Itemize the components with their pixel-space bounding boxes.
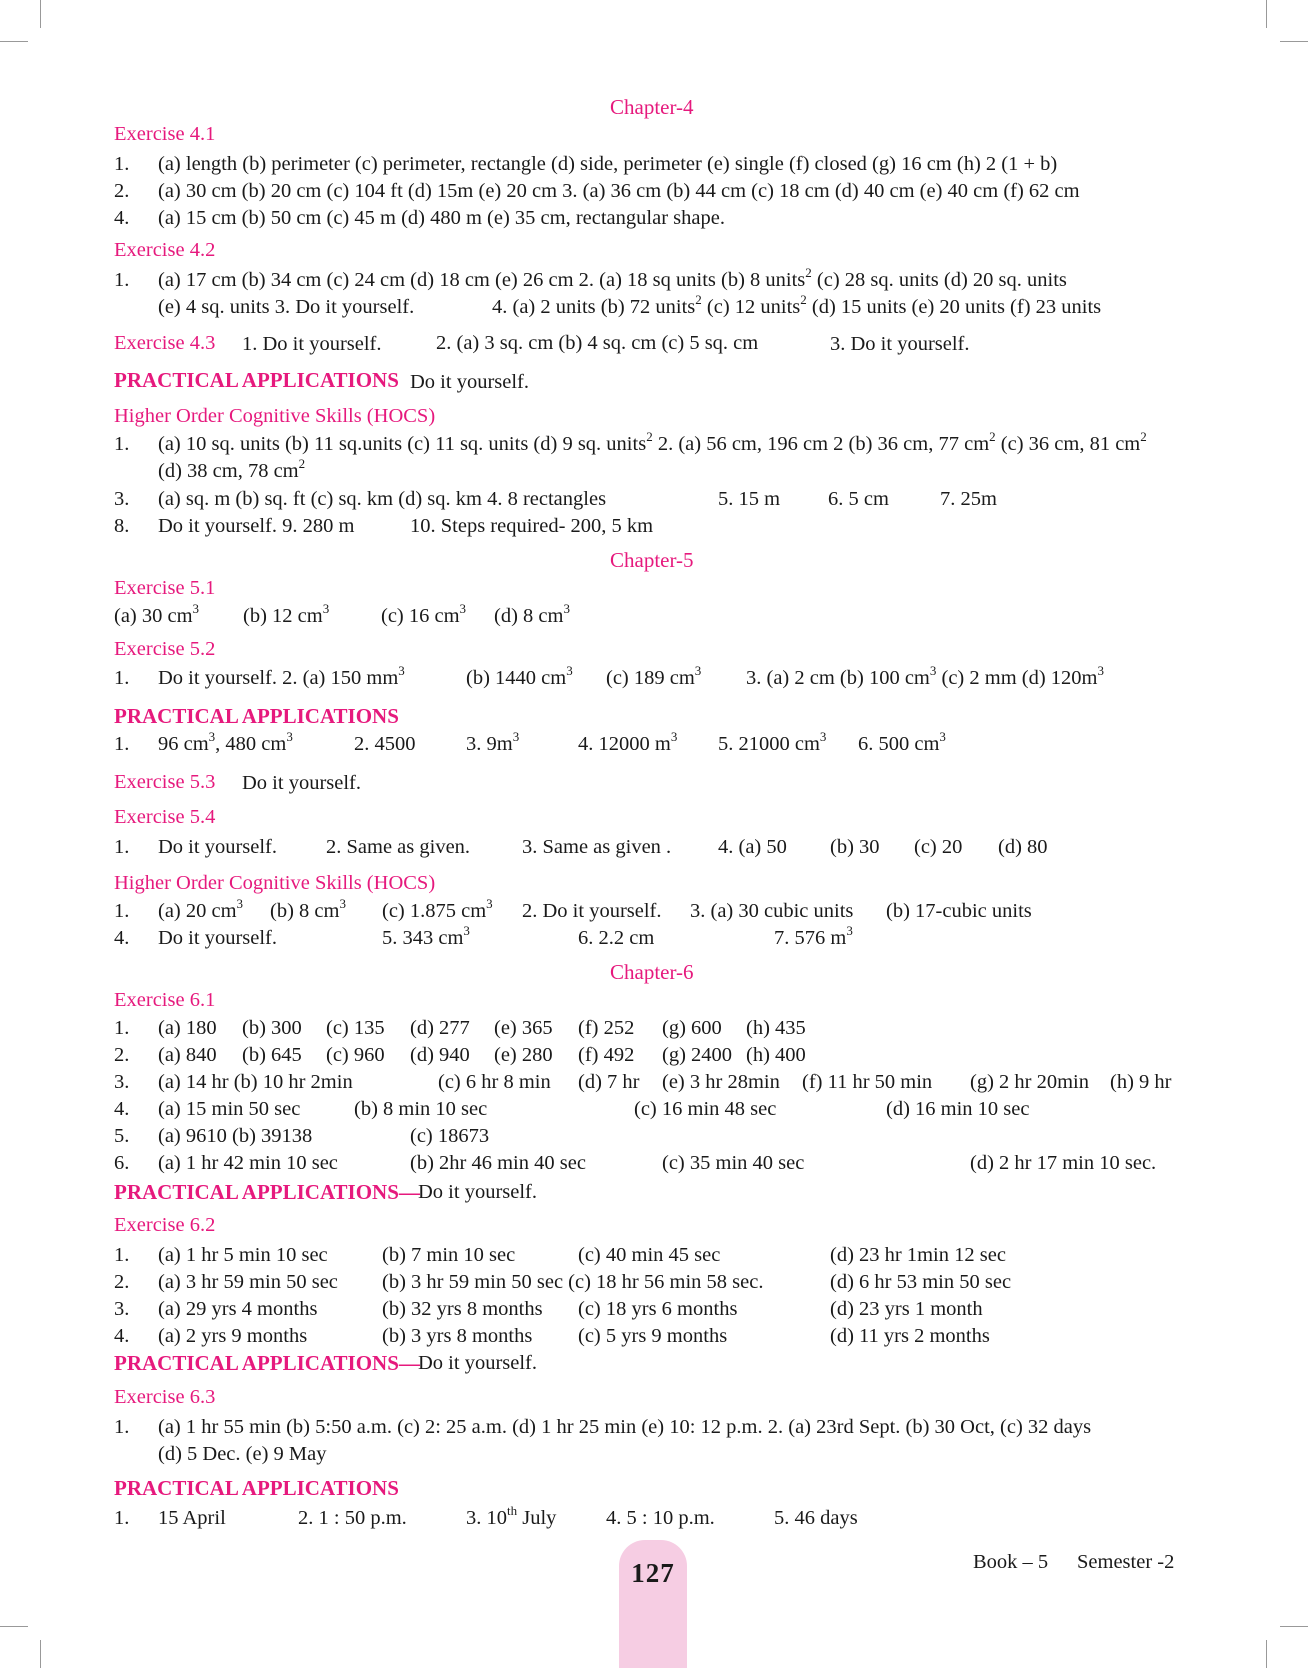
answer-text: (c) 36 cm, 81 cm — [995, 433, 1141, 455]
answer-text: 4. (a) 2 units (b) 72 units — [492, 296, 696, 318]
crop-mark — [1280, 41, 1308, 42]
answer-item: 4. 5 : 10 p.m. — [606, 1507, 715, 1529]
item-number: 1. — [114, 667, 130, 689]
item-number: 4. — [114, 1325, 130, 1347]
answer-item: 2. Do it yourself. — [522, 900, 662, 922]
answer-item: (c) 5 yrs 9 months — [578, 1325, 728, 1347]
answer-item: 2. Same as given. — [326, 836, 471, 858]
answer-text: 7. 576 m — [774, 927, 847, 949]
superscript: 3 — [512, 729, 520, 745]
answer-item: (c) 960 — [326, 1044, 385, 1066]
answer-item — [858, 729, 946, 756]
exercise-title: Exercise 5.2 — [114, 638, 216, 660]
crop-mark — [40, 1640, 41, 1668]
answer-text: (b) 8 cm — [270, 900, 340, 922]
item-number: 1. — [114, 269, 130, 291]
answer-item: (b) 3 yrs 8 months — [382, 1325, 533, 1347]
answer-text: 4. 12000 m — [578, 733, 671, 755]
answer-item: (d) 2 hr 17 min 10 sec. — [970, 1152, 1157, 1174]
answer-item: 2. 1 : 50 p.m. — [298, 1507, 407, 1529]
item-number: 1. — [114, 153, 130, 175]
answer-item: (d) 80 — [998, 836, 1048, 858]
answer-text: (d) 38 cm, 78 cm — [158, 460, 299, 482]
chapter-title: Chapter-6 — [610, 960, 694, 984]
answer-line: (a) 1 hr 55 min (b) 5:50 a.m. (c) 2: 25 a.m. (d) 1 hr 25 min (e) 10: 12 p.m. 2. (a) 23rd Sept. (b) 30 Oct, (c) 32 days — [158, 1416, 1092, 1438]
answer-item: (h) 435 — [746, 1017, 806, 1039]
superscript: 3 — [819, 729, 827, 745]
answer-item: (d) 16 min 10 sec — [886, 1098, 1030, 1120]
answer-item: (f) 492 — [578, 1044, 635, 1066]
answer-item: (c) 18 yrs 6 months — [578, 1298, 738, 1320]
answer-item: (e) 280 — [494, 1044, 553, 1066]
hocs-title: Higher Order Cognitive Skills (HOCS) — [114, 872, 436, 894]
answer-item: (c) 6 hr 8 min — [438, 1071, 551, 1093]
answer-item: (e) 365 — [494, 1017, 553, 1039]
answer-item: (b) 645 — [242, 1044, 302, 1066]
answer-text: 3. 9m — [466, 733, 513, 755]
answer-text: (d) 15 units (e) 20 units (f) 23 units — [806, 296, 1102, 318]
answer-item — [270, 896, 346, 923]
answer-item — [466, 1503, 557, 1530]
item-number: 4. — [114, 927, 130, 949]
item-number: 1. — [114, 1244, 130, 1266]
superscript: 3 — [322, 601, 330, 617]
answer-item: (f) 252 — [578, 1017, 635, 1039]
answer-item — [114, 601, 200, 628]
answer-text: (b) 12 cm — [243, 605, 323, 627]
exercise-title: Exercise 6.3 — [114, 1386, 216, 1408]
item-number: 4. — [114, 1098, 130, 1120]
item-number: 4. — [114, 207, 130, 229]
answer-item: (c) 16 min 48 sec — [634, 1098, 777, 1120]
superscript: 3 — [670, 729, 678, 745]
footer-book: Book – 5 — [973, 1551, 1049, 1573]
answer-item: (a) 3 hr 59 min 50 sec — [158, 1271, 338, 1293]
answer-item: Do it yourself. — [410, 371, 529, 393]
answer-item: (d) 7 hr — [578, 1071, 640, 1093]
answer-item: (c) 35 min 40 sec — [662, 1152, 805, 1174]
answer-item: (d) 277 — [410, 1017, 470, 1039]
answer-text: July — [517, 1507, 557, 1529]
answer-item — [381, 601, 467, 628]
answer-text: 5. 21000 cm — [718, 733, 820, 755]
superscript: 3 — [1097, 663, 1104, 679]
item-number: 1. — [114, 1507, 130, 1529]
answer-line: (d) 5 Dec. (e) 9 May — [158, 1443, 327, 1465]
answer-item: (b) 30 — [830, 836, 880, 858]
superscript: 2 — [1140, 429, 1147, 445]
answer-item: (b) 3 hr 59 min 50 sec (c) 18 hr 56 min 58 sec. — [382, 1271, 764, 1293]
superscript: 3 — [486, 896, 493, 912]
item-number: 6. — [114, 1152, 130, 1174]
answer-item: 15 April — [158, 1507, 226, 1529]
answer-item: Do it yourself. — [158, 927, 277, 949]
answer-item: 1. Do it yourself. — [242, 333, 382, 355]
exercise-title: Exercise 4.1 — [114, 123, 216, 145]
superscript: 3 — [563, 601, 570, 617]
exercise-title: Exercise 5.1 — [114, 577, 216, 599]
answer-item: Do it yourself. — [242, 772, 361, 794]
answer-item: (a) 180 — [158, 1017, 217, 1039]
answer-text: (c) 2 mm (d) 120m — [936, 667, 1098, 689]
answer-item: Do it yourself. — [158, 836, 277, 858]
item-number: 8. — [114, 515, 130, 537]
answer-text: (d) 8 cm — [494, 605, 564, 627]
superscript: 3 — [694, 663, 702, 679]
answer-item: (a) 1 hr 5 min 10 sec — [158, 1244, 328, 1266]
answer-item — [774, 923, 853, 950]
hocs-title: Higher Order Cognitive Skills (HOCS) — [114, 405, 436, 427]
item-number: 1. — [114, 733, 130, 755]
answer-item: (h) 400 — [746, 1044, 806, 1066]
answer-text: 3. (a) 2 cm (b) 100 cm — [746, 667, 930, 689]
answer-item: (b) 2hr 46 min 40 sec — [410, 1152, 586, 1174]
answer-text: (c) 189 cm — [606, 667, 695, 689]
answer-item: (c) 135 — [326, 1017, 385, 1039]
answer-item — [382, 896, 493, 923]
superscript: 3 — [463, 923, 470, 939]
practical-applications-heading: PRACTICAL APPLICATIONS — [114, 368, 399, 392]
footer-semester: Semester -2 — [1077, 1551, 1175, 1573]
exercise-title: Exercise 5.3 — [114, 771, 216, 793]
answer-text: (c) 12 units — [701, 296, 801, 318]
item-number: 1. — [114, 433, 130, 455]
answer-item: (b) 300 — [242, 1017, 302, 1039]
practical-applications-heading: PRACTICAL APPLICATIONS — [114, 1476, 399, 1500]
item-number: 2. — [114, 1044, 130, 1066]
item-number: 2. — [114, 1271, 130, 1293]
item-number: 1. — [114, 1017, 130, 1039]
practical-applications-heading: PRACTICAL APPLICATIONS— — [114, 1180, 420, 1204]
answer-item: (d) 23 yrs 1 month — [830, 1298, 983, 1320]
answer-text: 6. 500 cm — [858, 733, 940, 755]
superscript: 3 — [939, 729, 946, 745]
item-number: 1. — [114, 1416, 130, 1438]
answer-item: (h) 9 hr — [1110, 1071, 1172, 1093]
item-number: 1. — [114, 836, 130, 858]
answer-text: 5. 343 cm — [382, 927, 464, 949]
superscript: 3 — [459, 601, 467, 617]
answer-item — [578, 729, 678, 756]
superscript: 3 — [566, 663, 573, 679]
answer-text: , 480 cm — [215, 733, 287, 755]
crop-mark — [40, 0, 41, 28]
superscript: 2 — [800, 292, 807, 308]
answer-line — [492, 292, 1102, 319]
answer-item — [243, 601, 330, 628]
answer-text: Do it yourself. 2. (a) 150 mm — [158, 667, 399, 689]
item-number: 2. — [114, 180, 130, 202]
crop-mark — [0, 41, 28, 42]
answer-item: Do it yourself. — [418, 1181, 537, 1203]
answer-item — [382, 923, 470, 950]
answer-text: 3. 10 — [466, 1507, 507, 1529]
answer-item: (d) 940 — [410, 1044, 470, 1066]
superscript: 3 — [208, 729, 216, 745]
exercise-title: Exercise 6.2 — [114, 1214, 216, 1236]
answer-item: (d) 23 hr 1min 12 sec — [830, 1244, 1006, 1266]
answer-item: (f) 11 hr 50 min — [802, 1071, 933, 1093]
superscript: 2 — [646, 429, 653, 445]
superscript: 2 — [695, 292, 702, 308]
answer-item: (b) 7 min 10 sec — [382, 1244, 516, 1266]
answer-item: (a) 14 hr (b) 10 hr 2min — [158, 1071, 353, 1093]
exercise-title: Exercise 5.4 — [114, 806, 216, 828]
answer-text: (c) 1.875 cm — [382, 900, 487, 922]
answer-item: 4. (a) 50 — [718, 836, 787, 858]
answer-item: 2. (a) 3 sq. cm (b) 4 sq. cm (c) 5 sq. cm — [436, 332, 759, 354]
exercise-title: Exercise 4.3 — [114, 332, 216, 354]
superscript: 2 — [805, 265, 812, 281]
answer-item: (c) 18673 — [410, 1125, 490, 1147]
crop-mark — [1266, 0, 1267, 28]
superscript: 3 — [339, 896, 346, 912]
crop-mark — [1266, 1640, 1267, 1668]
superscript: 3 — [286, 729, 293, 745]
answer-line: (a) length (b) perimeter (c) perimeter, rectangle (d) side, perimeter (e) single (f) closed (g) 16 cm (h) 2 (1 + b) — [158, 153, 1058, 175]
superscript: 2 — [989, 429, 996, 445]
answer-line: Do it yourself. 9. 280 m — [158, 515, 355, 537]
answer-item: (b) 8 min 10 sec — [354, 1098, 488, 1120]
item-number: 5. — [114, 1125, 130, 1147]
answer-item: 3. Do it yourself. — [830, 333, 970, 355]
answer-item: 6. 5 cm — [828, 488, 889, 510]
answer-item — [158, 663, 405, 690]
answer-item — [158, 896, 244, 923]
superscript: 3 — [929, 663, 937, 679]
answer-item: 5. 46 days — [774, 1507, 858, 1529]
superscript: 3 — [192, 601, 200, 617]
answer-item: (a) 15 min 50 sec — [158, 1098, 301, 1120]
answer-item — [466, 729, 520, 756]
answer-item: Do it yourself. — [418, 1352, 537, 1374]
crop-mark — [1280, 1626, 1308, 1627]
superscript: 3 — [236, 896, 244, 912]
item-number: 1. — [114, 900, 130, 922]
item-number: 3. — [114, 488, 130, 510]
answer-item: 6. 2.2 cm — [578, 927, 655, 949]
answer-text: (a) 17 cm (b) 34 cm (c) 24 cm (d) 18 cm (e) 26 cm 2. (a) 18 sq units (b) 8 units — [158, 269, 806, 291]
answer-text: 96 cm — [158, 733, 209, 755]
answer-item: 3. Same as given . — [522, 836, 672, 858]
answer-item: (c) 20 — [914, 836, 963, 858]
answer-line: (a) 15 cm (b) 50 cm (c) 45 m (d) 480 m (e) 35 cm, rectangular shape. — [158, 207, 725, 229]
superscript: 2 — [298, 456, 306, 472]
answer-text: (c) 16 cm — [381, 605, 460, 627]
answer-item: (d) 6 hr 53 min 50 sec — [830, 1271, 1012, 1293]
answer-text: (a) 10 sq. units (b) 11 sq.units (c) 11 sq. units (d) 9 sq. units — [158, 433, 647, 455]
answer-item: (e) 3 hr 28min — [662, 1071, 780, 1093]
answer-item: (a) 840 — [158, 1044, 217, 1066]
answer-item: 7. 25m — [940, 488, 997, 510]
answer-item: (g) 2 hr 20min — [970, 1071, 1089, 1093]
superscript: 3 — [846, 923, 853, 939]
answer-item: (b) 17-cubic units — [886, 900, 1032, 922]
answer-item — [718, 729, 827, 756]
answer-line — [158, 265, 1067, 292]
answer-line — [158, 456, 306, 483]
answer-line — [158, 429, 1147, 456]
answer-item — [606, 663, 702, 690]
item-number: 3. — [114, 1071, 130, 1093]
practical-applications-heading: PRACTICAL APPLICATIONS— — [114, 1351, 420, 1375]
answer-item: 5. 15 m — [718, 488, 781, 510]
superscript: th — [507, 1503, 518, 1519]
practical-applications-heading: PRACTICAL APPLICATIONS — [114, 704, 399, 728]
answer-item: (g) 600 — [662, 1017, 722, 1039]
answer-item: (d) 11 yrs 2 months — [830, 1325, 990, 1347]
answer-line: (a) sq. m (b) sq. ft (c) sq. km (d) sq. km 4. 8 rectangles — [158, 488, 607, 510]
answer-item: (b) 32 yrs 8 months — [382, 1298, 543, 1320]
answer-item — [466, 663, 573, 690]
answer-item: (c) 40 min 45 sec — [578, 1244, 721, 1266]
exercise-title: Exercise 4.2 — [114, 239, 216, 261]
answer-item: 3. (a) 30 cubic units — [690, 900, 854, 922]
answer-item: (g) 2400 — [662, 1044, 733, 1066]
answer-item: (a) 29 yrs 4 months — [158, 1298, 318, 1320]
answer-text: (c) 28 sq. units (d) 20 sq. units — [811, 269, 1067, 291]
answer-item: (a) 1 hr 42 min 10 sec — [158, 1152, 338, 1174]
superscript: 3 — [398, 663, 405, 679]
crop-mark — [0, 1626, 28, 1627]
chapter-title: Chapter-4 — [610, 95, 694, 119]
answer-item — [746, 663, 1104, 690]
answer-item: (a) 2 yrs 9 months — [158, 1325, 308, 1347]
chapter-title: Chapter-5 — [610, 548, 694, 572]
answer-text: 2. (a) 56 cm, 196 cm 2 (b) 36 cm, 77 cm — [652, 433, 990, 455]
answer-line: (e) 4 sq. units 3. Do it yourself. — [158, 296, 415, 318]
answer-text: (a) 20 cm — [158, 900, 237, 922]
answer-text: (a) 30 cm — [114, 605, 193, 627]
answer-item — [158, 729, 293, 756]
answer-item: 10. Steps required- 200, 5 km — [410, 515, 654, 537]
answer-line: (a) 30 cm (b) 20 cm (c) 104 ft (d) 15m (e) 20 cm 3. (a) 36 cm (b) 44 cm (c) 18 cm (d) 40 cm (e) 40 cm (f) 62 cm — [158, 180, 1080, 202]
answer-item: (a) 9610 (b) 39138 — [158, 1125, 313, 1147]
answer-item — [494, 601, 570, 628]
exercise-title: Exercise 6.1 — [114, 989, 216, 1011]
item-number: 3. — [114, 1298, 130, 1320]
answer-text: (b) 1440 cm — [466, 667, 567, 689]
page-number: 127 — [631, 1558, 675, 1588]
answer-item: 2. 4500 — [354, 733, 416, 755]
